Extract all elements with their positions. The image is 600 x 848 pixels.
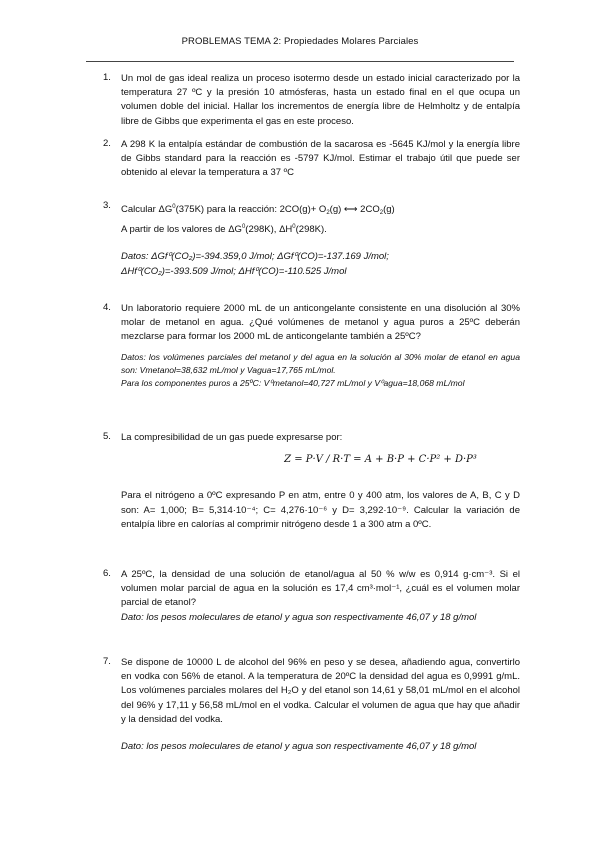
problem-text: Se dispone de 10000 L de alcohol del 96% en peso y se desea, añadiendo agua, convertirlo en vodka con 56% de etanol. A la temperatura de 20ºC la densidad del agua es 0,9991 g/mL. Los volúmenes parciales molares del H₂O y del etanol son 14,61 y 58,01 mL/mol en el alcohol del 96% y 17,11 y 56,58 mL/mol en el vodka. Calcular el volumen de agua que hay que añadir y la densidad del vodka. bbox=[121, 657, 520, 725]
problem-data: Dato: los pesos moleculares de etanol y agua son respectivamente 46,07 y 18 g/mol bbox=[121, 611, 477, 623]
problem-3 bbox=[100, 200, 520, 279]
problem-data-line-1: Datos: los volúmenes parciales del metanol y del agua en la solución al 30% molar de etanol en agua son: Vmetanol=38,632 mL/mol y Vagua=17,765 mL/mol. bbox=[121, 351, 520, 375]
problem-statement-line-2: A partir de los valores de $\Delta G^0(298K)$, $\Delta H^0(298K)$. bbox=[121, 224, 327, 236]
problem-intro: La compresibilidad de un gas puede expresarse por: bbox=[121, 432, 343, 443]
problem-data-line-1: Datos: ΔGf⁰(CO₂)=-394.359,0 J/mol; ΔGf⁰(CO)=-137.169 J/mol; bbox=[121, 251, 389, 263]
problem-data-line-2: Para los componentes puros a 25ºC: V⁰metanol=40,727 mL/mol y V⁰agua=18,068 mL/mol bbox=[121, 377, 465, 388]
problem-text: A 298 K la entalpía estándar de combustión de la sacarosa es -5645 KJ/mol y la energía libre de Gibbs standard para la reacción es -5797 KJ/mol. Estimar el trabajo útil que puede ser obtenido al elevar la temperatura a 37 ºC bbox=[121, 139, 520, 179]
problem-number: 1. bbox=[103, 72, 111, 83]
problem-number: 5. bbox=[103, 431, 111, 442]
problem-7 bbox=[100, 656, 520, 754]
problem-5 bbox=[100, 431, 520, 532]
problem-text: Un mol de gas ideal realiza un proceso isotermo desde un estado inicial caracterizado por la temperatura 27 ºC y la presión 10 atmósferas, hasta un estado final en el que ocupa un volumen doble del inicial. Hallar los incrementos de energía libre de Helmholtz y de entalpía libre de Gibbs que experimenta el gas en este proceso. bbox=[121, 73, 520, 127]
problem-6 bbox=[100, 568, 520, 625]
page-title: PROBLEMAS TEMA 2: Propiedades Molares Parciales bbox=[181, 36, 419, 47]
problem-data-line-2: ΔHf⁰(CO₂)=-393.509 J/mol; ΔHf⁰(CO)=-110.525 J/mol bbox=[121, 265, 347, 277]
problem-4 bbox=[100, 302, 520, 390]
problem-statement-line-1: Calcular $\Delta G^0(375K)$ para la reacción: $2CO(g)+ O_2(g)$ ⟷ $2CO_2(g)$ bbox=[121, 204, 395, 216]
problem-number: 6. bbox=[103, 568, 111, 579]
header-rule bbox=[86, 61, 514, 62]
problem-number: 3. bbox=[103, 200, 111, 211]
problem-text: Un laboratorio requiere 2000 mL de un anticongelante consistente en una disolución al 30% molar de metanol en agua. ¿Qué volúmenes de metanol y agua puros a 25ºC deberán mezclarse para formar los 2000 mL de anticongelante también a 25ºC? bbox=[121, 303, 520, 343]
problem-number: 7. bbox=[103, 656, 111, 667]
problem-1 bbox=[100, 72, 520, 129]
problem-number: 2. bbox=[103, 138, 111, 149]
problem-2 bbox=[100, 138, 520, 181]
compressibility-equation: Z = P·V / R·T = A + B·P + C·P² + D·P³ bbox=[284, 454, 477, 466]
problem-text: A 25ºC, la densidad de una solución de etanol/agua al 50 % w/w es 0,914 g·cm⁻³. Si el volumen molar parcial de agua en la solución es 17,4 cm³·mol⁻¹, ¿cuál es el volumen molar parcial de etanol? bbox=[121, 569, 520, 609]
problem-text: Para el nitrógeno a 0ºC expresando P en atm, entre 0 y 400 atm, los valores de A, B, C y D son: A= 1,000; B= 5,314·10⁻⁴; C= 4,276·10⁻⁶ y D= 3,292·10⁻⁹. Calcular la variación de entalpía libre en calorías al comprimir nitrógeno desde 1 a 300 atm a 0ºC. bbox=[121, 490, 520, 530]
problem-number: 4. bbox=[103, 302, 111, 313]
problem-data: Dato: los pesos moleculares de etanol y agua son respectivamente 46,07 y 18 g/mol bbox=[121, 741, 477, 753]
